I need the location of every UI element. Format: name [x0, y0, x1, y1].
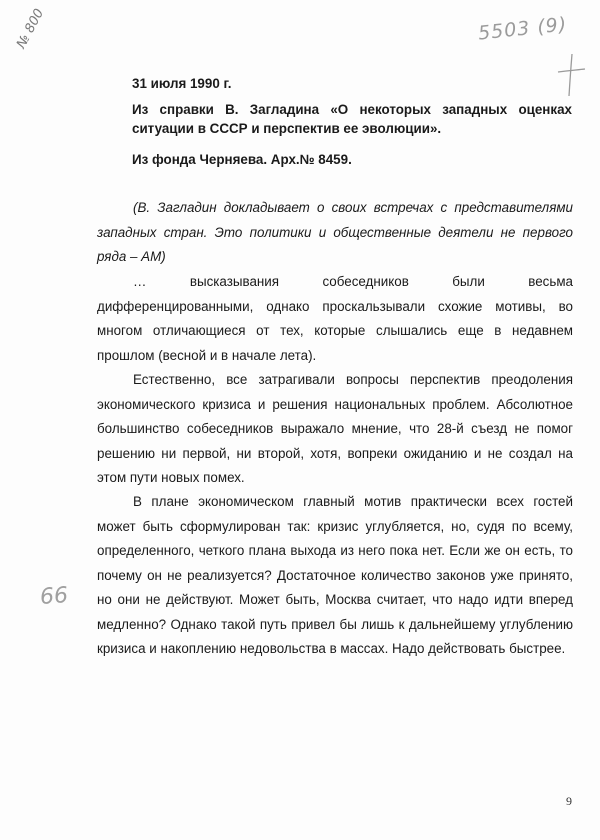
handwritten-file-code: 5503 (9) [477, 13, 569, 45]
paragraph-2: Естественно, все затрагивали вопросы перспектив преодоления экономического кризиса и решения национальных проблем. Абсолютное большинство собеседников выражало мнение, что 28-й съезд не помог решению ни первой, ни второй, хотя, вопреки ожиданию и не создал на этом пути новых помех. [97, 372, 573, 485]
handwritten-margin-number: 66 [39, 583, 69, 610]
document-source-title: Из справки В. Загладина «О некоторых западных оценках ситуации в СССР и перспектив ее эволюции». [132, 102, 572, 136]
archive-reference: Из фонда Черняева. Арх.№ 8459. [132, 152, 352, 167]
handwritten-archive-number: № 800 [14, 6, 48, 52]
paragraph-3: В плане экономическом главный мотив практически всех гостей может быть сформулирован так: кризис углубляется, но, судя по всему, определенного, четкого плана выхода из него пока нет. Если же он есть, то почему он не реализуется? Достаточное количество законов уже принято, но они не действуют. Может быть, Москва считает, что надо идти вперед медленно? Однако такой путь привел бы лишь к дальнейшему углублению кризиса и накоплению недовольства в массах. Надо действовать быстрее. [97, 494, 573, 656]
paragraph-1 [97, 270, 573, 368]
page-number: 9 [566, 794, 572, 808]
editorial-note: (В. Загладин докладывает о своих встречах с представителями западных стран. Это политики и общественные деятели не первого ряда – АМ) [97, 200, 573, 264]
paragraph-1-ellipsis: … [133, 274, 147, 289]
paragraph-1-text: высказывания собеседников были весьма дифференцированными, однако проскальзывали схожие мотивы, во многом отличающиеся от тех, которые слышались еще в недавнем прошлом (весной и в начале лета). [97, 274, 573, 363]
document-date: 31 июля 1990 г. [132, 76, 232, 91]
